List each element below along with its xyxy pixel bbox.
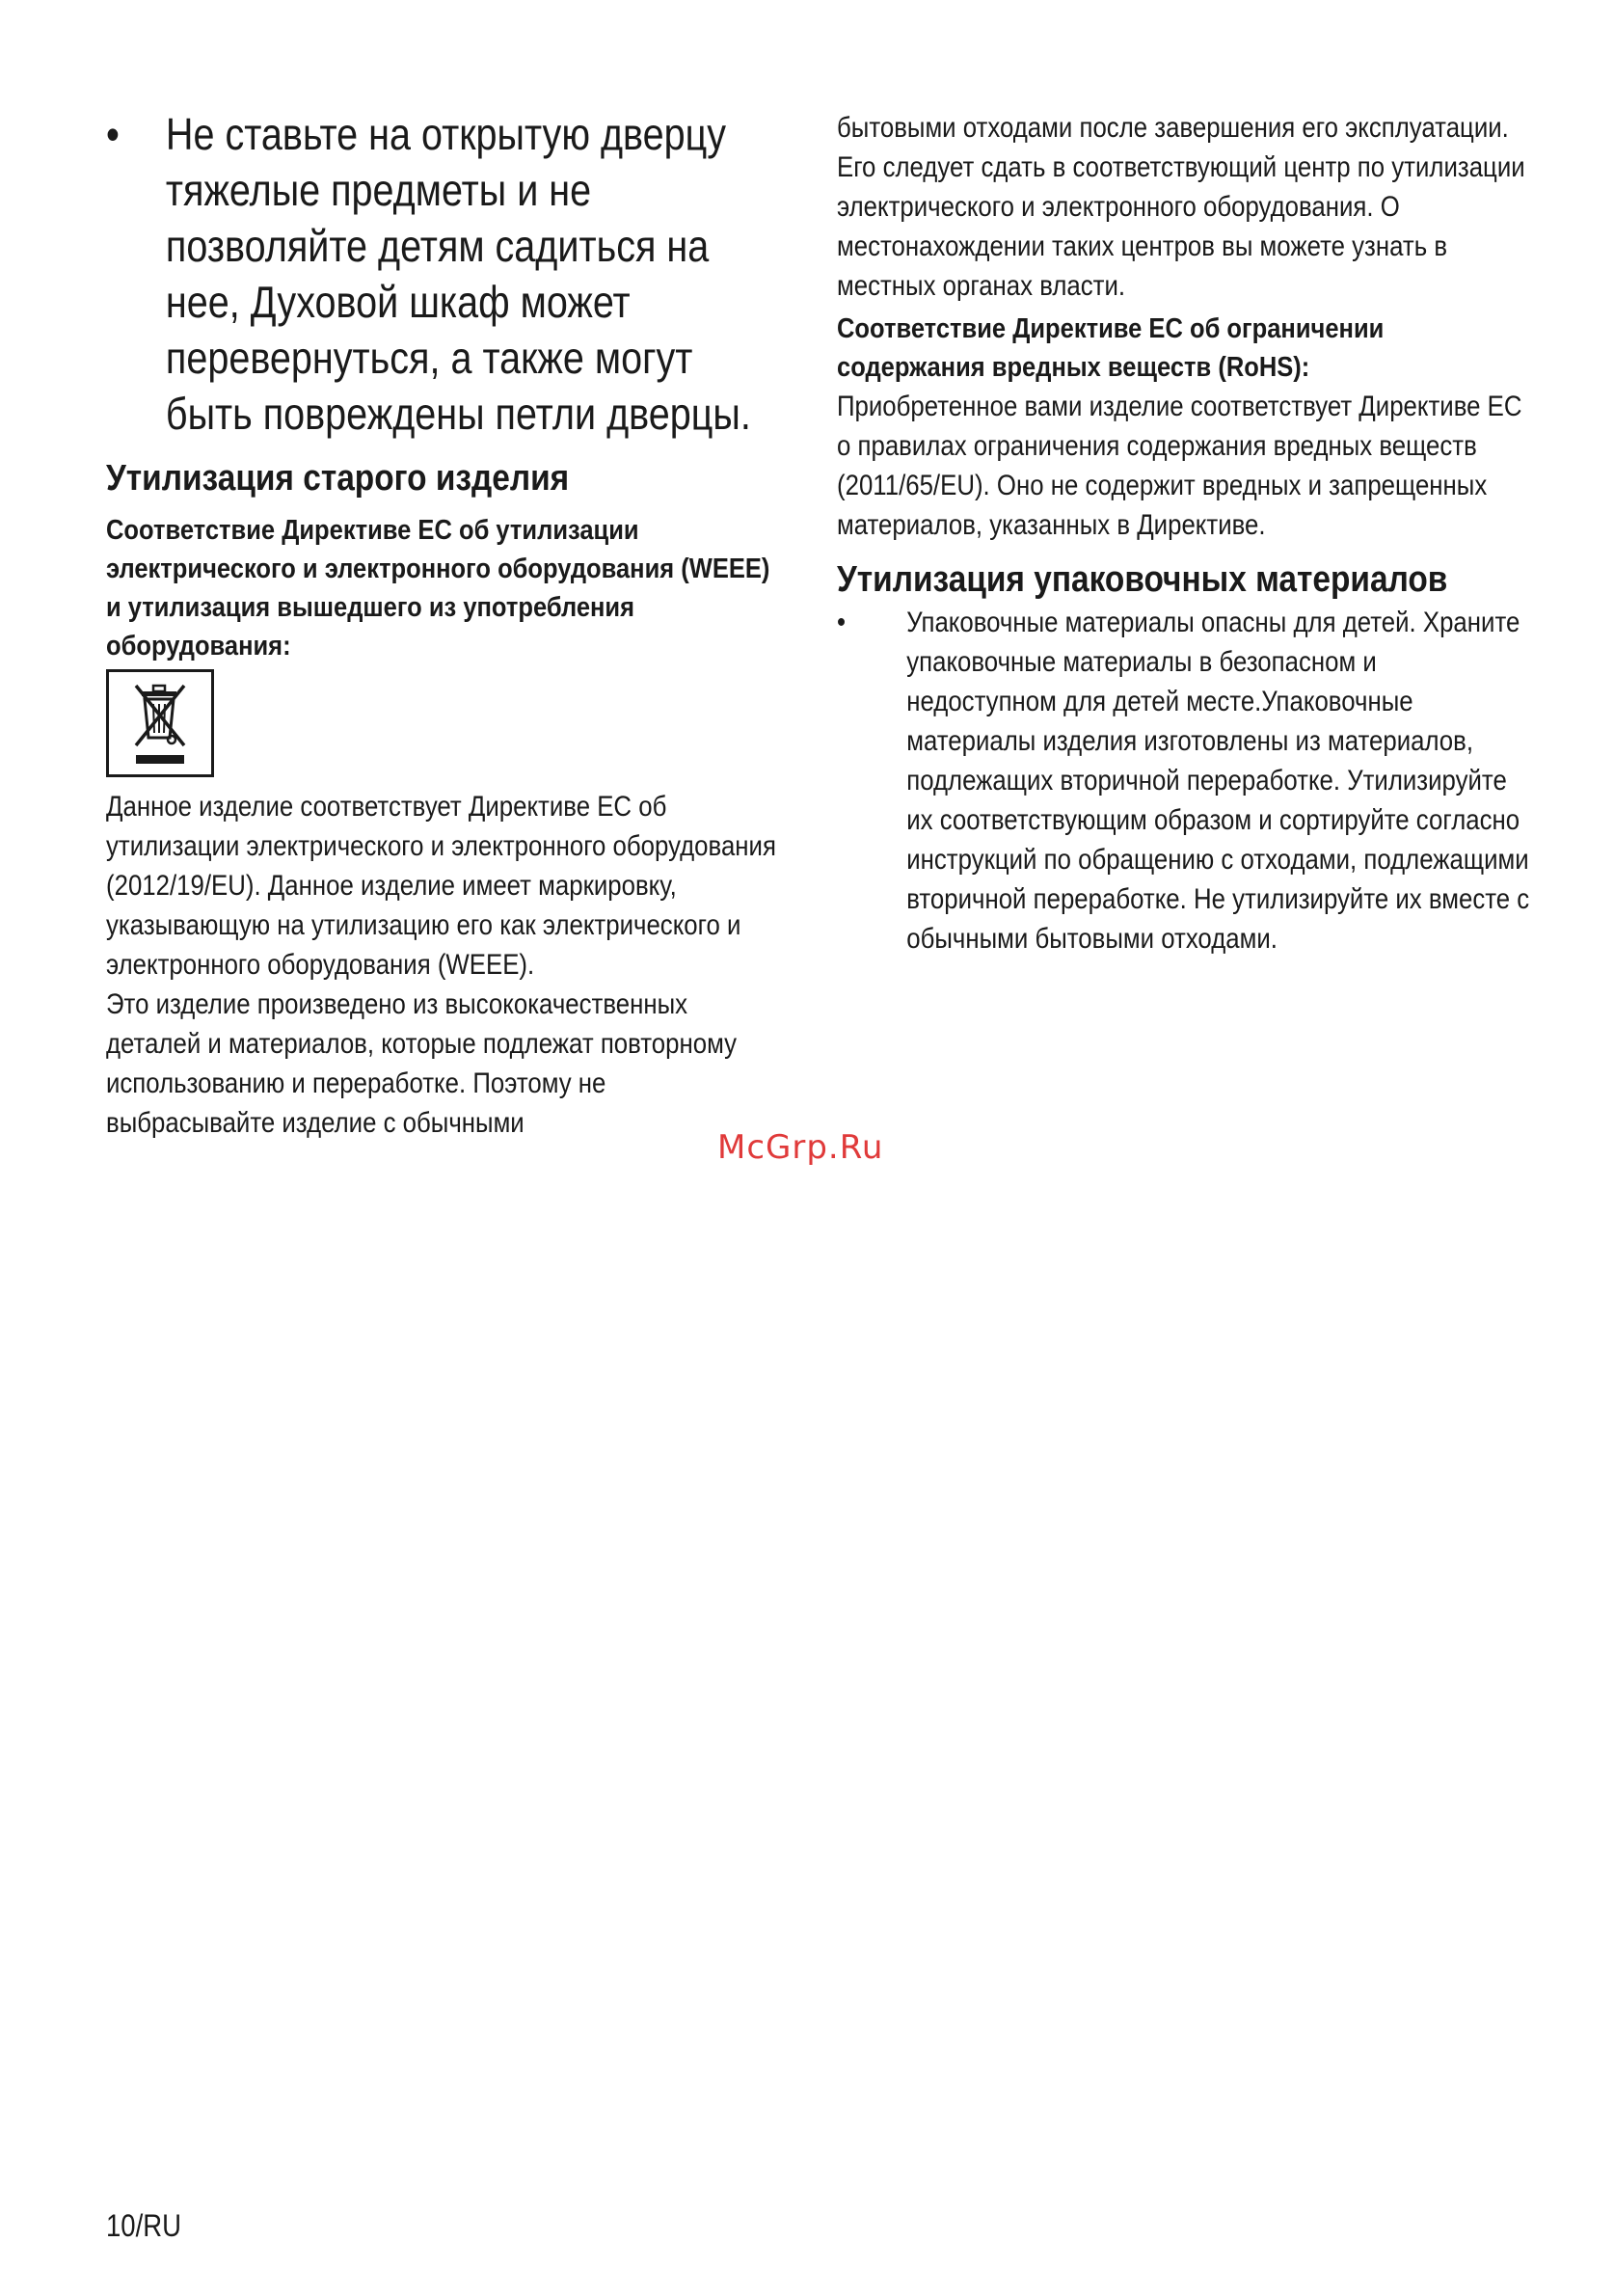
rohs-paragraph: Приобретенное вами изделие соответствует Директиве ЕС о правилах ограничения содержания вредных веществ (2011/65/EU). Оно не содержит вредных и запрещенных материалов, указанных в Директиве.: [837, 391, 1522, 541]
rohs-subheading: Соответствие Директиве ЕС об ограничении содержания вредных веществ (RoHS):: [837, 313, 1385, 383]
packaging-bullet: [837, 603, 1529, 959]
weee-subheading: Соответствие Директиве ЕС об утилизации электрического и электронного оборудования (WEEE) и утилизация вышедшего из употребления оборудования:: [106, 515, 770, 662]
page-number: 10/RU: [106, 2208, 182, 2243]
packaging-heading: Утилизация упаковочных материалов: [837, 559, 1448, 600]
packaging-text: Упаковочные материалы опасны для детей. Храните упаковочные материалы в безопасном и недоступном для детей месте.Упаковочные материалы изделия изготовлены из материалов, подлежащих вторичной переработке. Утилизируйте их соответствующим образом и сортируйте согласно инструкций по обращению с отходами, подлежащими вторичной переработке. Не утилизируйте их вместе с обычными бытовыми отходами.: [906, 607, 1530, 955]
door-warning-bullet: [106, 106, 779, 442]
weee-bin-icon: [106, 669, 214, 777]
weee-paragraph-continued: бытовыми отходами после завершения его эксплуатации. Его следует сдать в соответствующий центр по утилизации электрического и электронного оборудования. О местонахождении таких центров вы можете узнать в местных органах власти.: [837, 112, 1525, 302]
right-column: [837, 108, 1531, 959]
weee-paragraph-1: Данное изделие соответствует Директиве ЕС об утилизации электрического и электронного оборудования (2012/19/EU). Данное изделие имеет маркировку, указывающую на утилизацию его как электрического и электронного оборудования (WEEE).: [106, 791, 776, 981]
disposal-heading: Утилизация старого изделия: [106, 458, 570, 499]
bullet-dot: •: [837, 607, 847, 638]
door-warning-text: Не ставьте на открытую дверцу тяжелые предметы и не позволяйте детям садиться на нее, Духовой шкаф может перевернуться, а также могут быть повреждены петли дверцы.: [165, 109, 751, 439]
watermark: McGrp.Ru: [717, 1128, 884, 1167]
weee-paragraph-2: Это изделие произведено из высококачественных деталей и материалов, которые подлежат повторному использованию и переработке. Поэтому не выбрасывайте изделие с обычными: [106, 988, 738, 1139]
crossed-out-bin-icon: [109, 672, 211, 774]
bullet-dot: •: [106, 109, 120, 159]
left-column: [106, 106, 781, 1143]
